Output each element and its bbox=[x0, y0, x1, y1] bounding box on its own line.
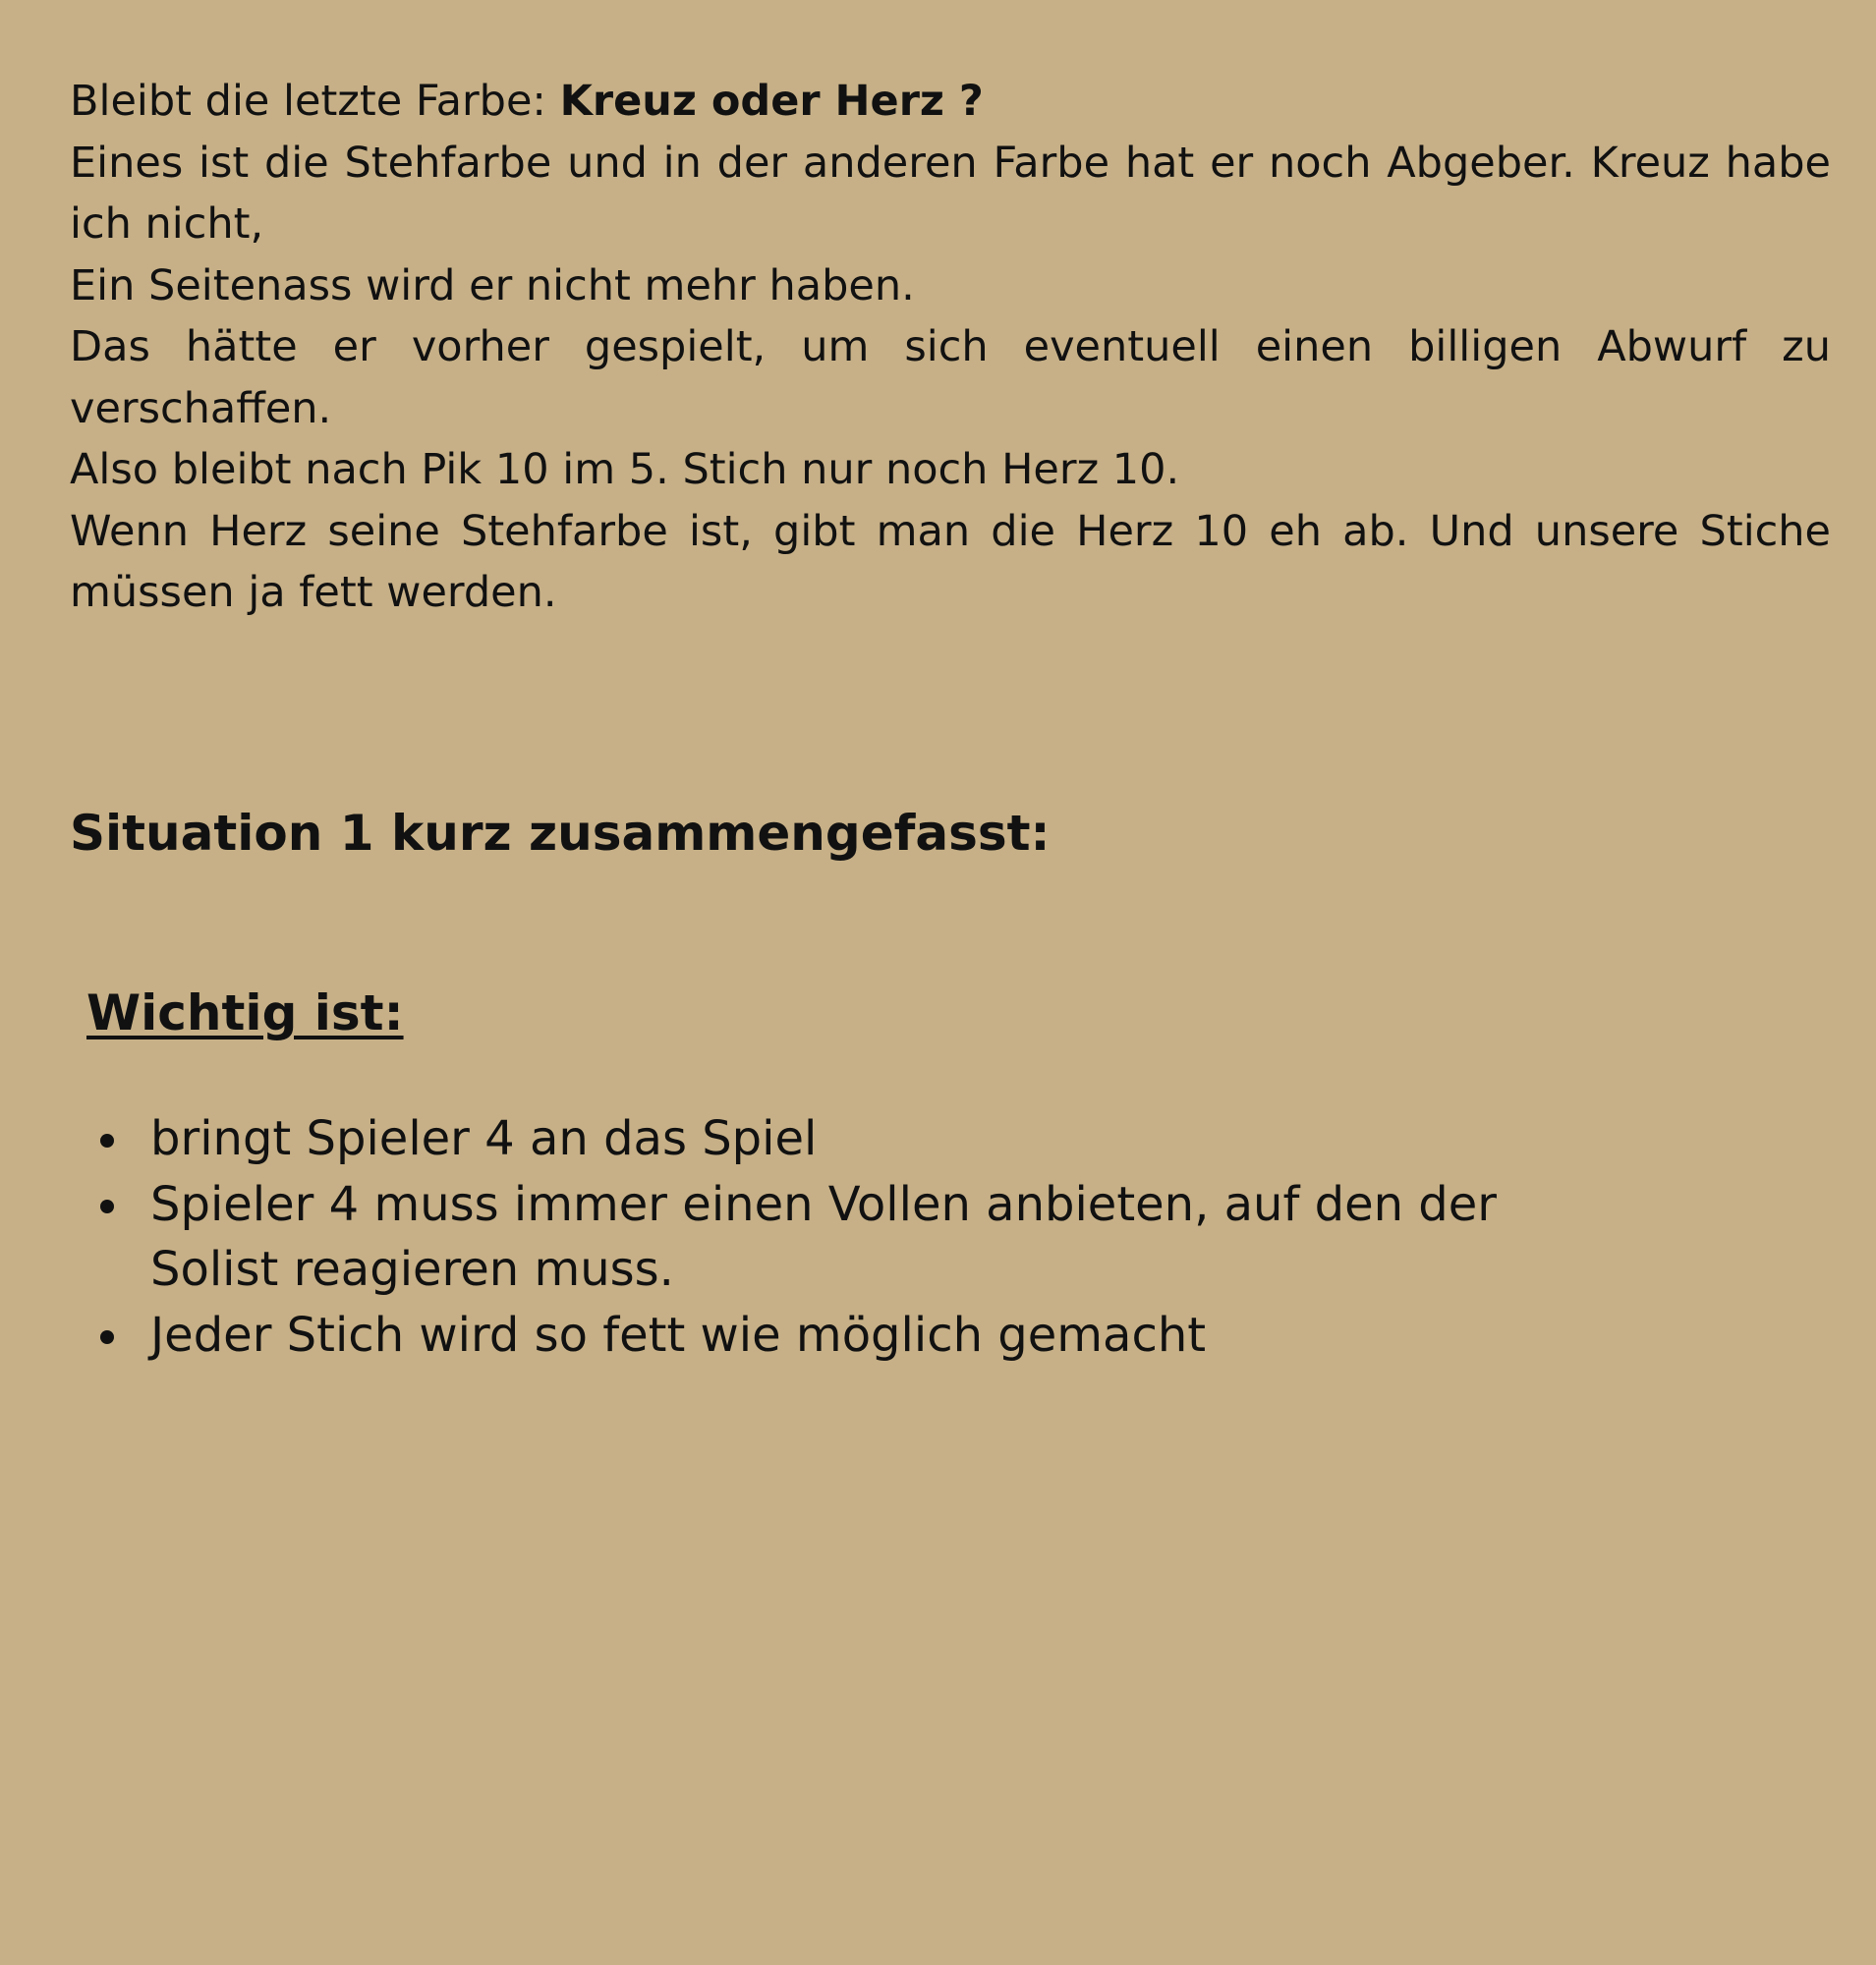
intro-paragraph-5: Also bleibt nach Pik 10 im 5. Stich nur noch Herz 10. bbox=[70, 445, 1180, 494]
list-item-text: bringt Spieler 4 an das Spiel bbox=[150, 1111, 818, 1166]
intro-paragraph-3: Ein Seitenass wird er nicht mehr haben. bbox=[70, 260, 915, 310]
intro-paragraph-2: Eines ist die Stehfarbe und in der anderen Farbe hat er noch Abgeber. Kreuz habe ich nicht, bbox=[70, 138, 1831, 249]
intro-line-1 bbox=[70, 71, 1831, 133]
list-item bbox=[91, 1172, 1624, 1303]
bullet-icon bbox=[100, 1200, 114, 1213]
list-item bbox=[91, 1303, 1624, 1369]
intro-text-block bbox=[70, 71, 1831, 624]
intro-line-1-bold: Kreuz oder Herz ? bbox=[559, 77, 984, 126]
intro-paragraph-4: Das hätte er vorher gespielt, um sich eventuell einen billigen Abwurf zu verschaffen. bbox=[70, 322, 1831, 433]
bullet-icon bbox=[100, 1134, 114, 1148]
key-points-list bbox=[91, 1106, 1624, 1368]
list-item bbox=[91, 1106, 1624, 1172]
list-item-text: Jeder Stich wird so fett wie möglich gemacht bbox=[150, 1307, 1207, 1363]
intro-paragraph-6: Wenn Herz seine Stehfarbe ist, gibt man die Herz 10 eh ab. Und unsere Stiche müssen ja fett werden. bbox=[70, 506, 1831, 617]
list-item-text: Spieler 4 muss immer einen Vollen anbieten, auf den der Solist reagieren muss. bbox=[150, 1176, 1498, 1297]
bullet-icon bbox=[100, 1330, 114, 1344]
summary-heading: Situation 1 kurz zusammengefasst: bbox=[70, 805, 1051, 862]
intro-line-1-prefix: Bleibt die letzte Farbe: bbox=[70, 77, 560, 126]
important-heading: Wichtig ist: bbox=[86, 984, 404, 1041]
